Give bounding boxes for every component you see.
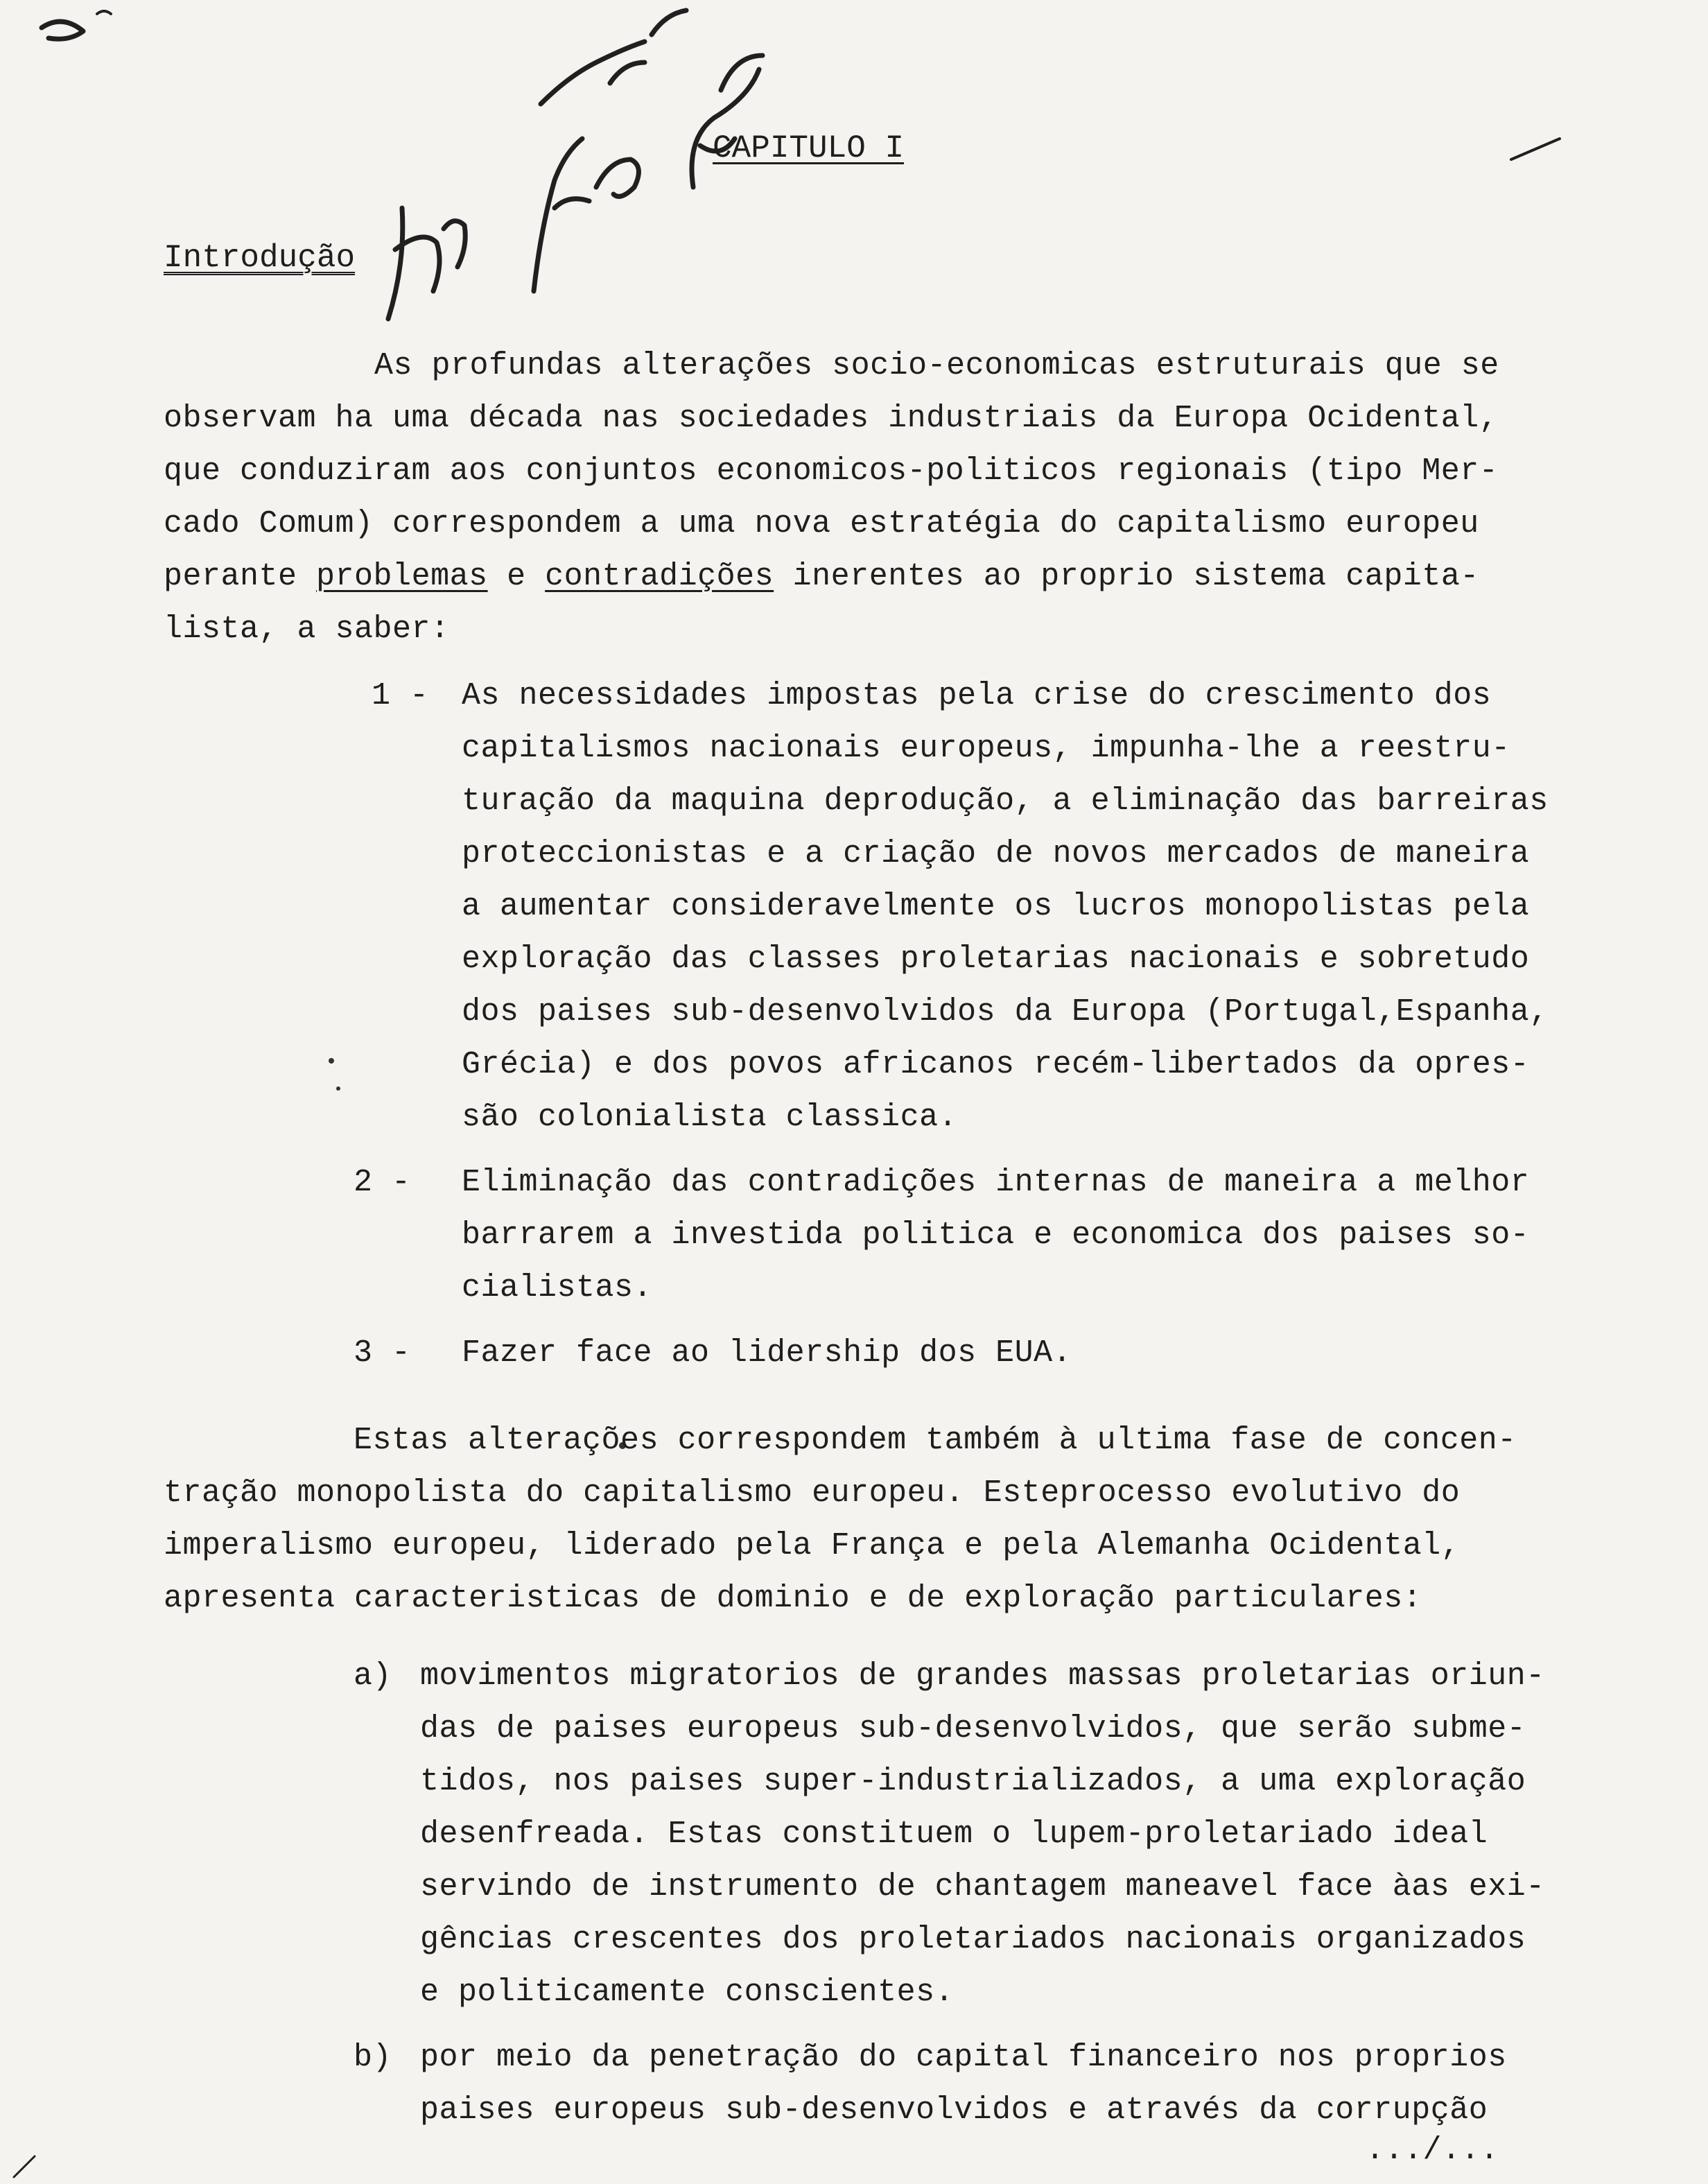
paragraph-line: As profundas alterações socio-economicas estruturais que se (374, 348, 1499, 383)
underlined-word-contradicoes: contradições (545, 559, 774, 594)
list-item-line: movimentos migratorios de grandes massas proletarias oriun- (420, 1658, 1545, 1694)
list-item-line: As necessidades impostas pela crise do crescimento dos (462, 678, 1492, 713)
list-item-line: barrarem a investida politica e economica dos paises so- (462, 1217, 1530, 1253)
chapter-title: CAPITULO I (713, 130, 905, 166)
list-item-line: gências crescentes dos proletariados nacionais organizados (420, 1922, 1526, 1957)
list-item-line: exploração das classes proletarias nacionais e sobretudo (462, 942, 1530, 977)
paragraph-line: Estas alterações correspondem também à ultima fase de concen- (354, 1423, 1517, 1458)
list-marker: 3 - (354, 1335, 411, 1371)
list-item-line: cialistas. (462, 1270, 653, 1306)
paragraph-line (164, 551, 1479, 603)
list-item-line: das de paises europeus sub-desenvolvidos, que serão subme- (420, 1711, 1526, 1747)
text-run: inerentes ao proprio sistema capita- (774, 559, 1479, 594)
paragraph-line: lista, a saber: (164, 612, 450, 647)
underlined-word-problemas: problemas (316, 559, 488, 594)
paragraph-line: apresenta caracteristicas de dominio e de exploração particulares: (164, 1581, 1422, 1616)
list-item-line: são colonialista classica. (462, 1100, 958, 1135)
list-item-line: por meio da penetração do capital financeiro nos proprios (420, 2040, 1507, 2075)
list-item-line: turação da maquina deprodução, a eliminação das barreiras (462, 783, 1549, 819)
paragraph-line: tração monopolista do capitalismo europeu. Esteprocesso evolutivo do (164, 1475, 1461, 1511)
list-item-line: dos paises sub-desenvolvidos da Europa (Portugal,Espanha, (462, 994, 1549, 1030)
list-marker: 1 - (372, 678, 429, 713)
list-marker: a) (354, 1658, 392, 1694)
paragraph-line: observam ha uma década nas sociedades industriais da Europa Ocidental, (164, 401, 1499, 436)
list-item-line: e politicamente conscientes. (420, 1975, 955, 2010)
list-item-line: Grécia) e dos povos africanos recém-libertados da opres- (462, 1047, 1530, 1082)
section-title: Introdução (164, 240, 356, 276)
list-item-line: servindo de instrumento de chantagem maneavel face àas exi- (420, 1869, 1545, 1905)
paragraph-line: imperalismo europeu, liderado pela França e pela Alemanha Ocidental, (164, 1528, 1461, 1563)
list-item-line: tidos, nos paises super-industrializados, a uma exploração (420, 1764, 1526, 1799)
list-item-line: proteccionistas e a criação de novos mercados de maneira (462, 836, 1530, 872)
list-item-line: Eliminação das contradições internas de maneira a melhor (462, 1165, 1530, 1200)
list-item-line: capitalismos nacionais europeus, impunha-lhe a reestru- (462, 731, 1510, 766)
list-item-line: paises europeus sub-desenvolvidos e através da corrupção (420, 2092, 1488, 2128)
paragraph-line: que conduziram aos conjuntos economicos-politicos regionais (tipo Mer- (164, 453, 1499, 489)
paragraph-line: cado Comum) correspondem a uma nova estratégia do capitalismo europeu (164, 506, 1479, 541)
list-item-line: Fazer face ao lidership dos EUA. (462, 1335, 1072, 1371)
list-item-line: a aumentar consideravelmente os lucros monopolistas pela (462, 889, 1530, 924)
list-marker: b) (354, 2040, 392, 2075)
list-item-line: desenfreada. Estas constituem o lupem-proletariado ideal (420, 1817, 1488, 1852)
list-marker: 2 - (354, 1165, 411, 1200)
continuation-mark: .../... (1366, 2133, 1499, 2168)
text-run: e (487, 559, 546, 594)
text-run: perante (164, 559, 317, 594)
